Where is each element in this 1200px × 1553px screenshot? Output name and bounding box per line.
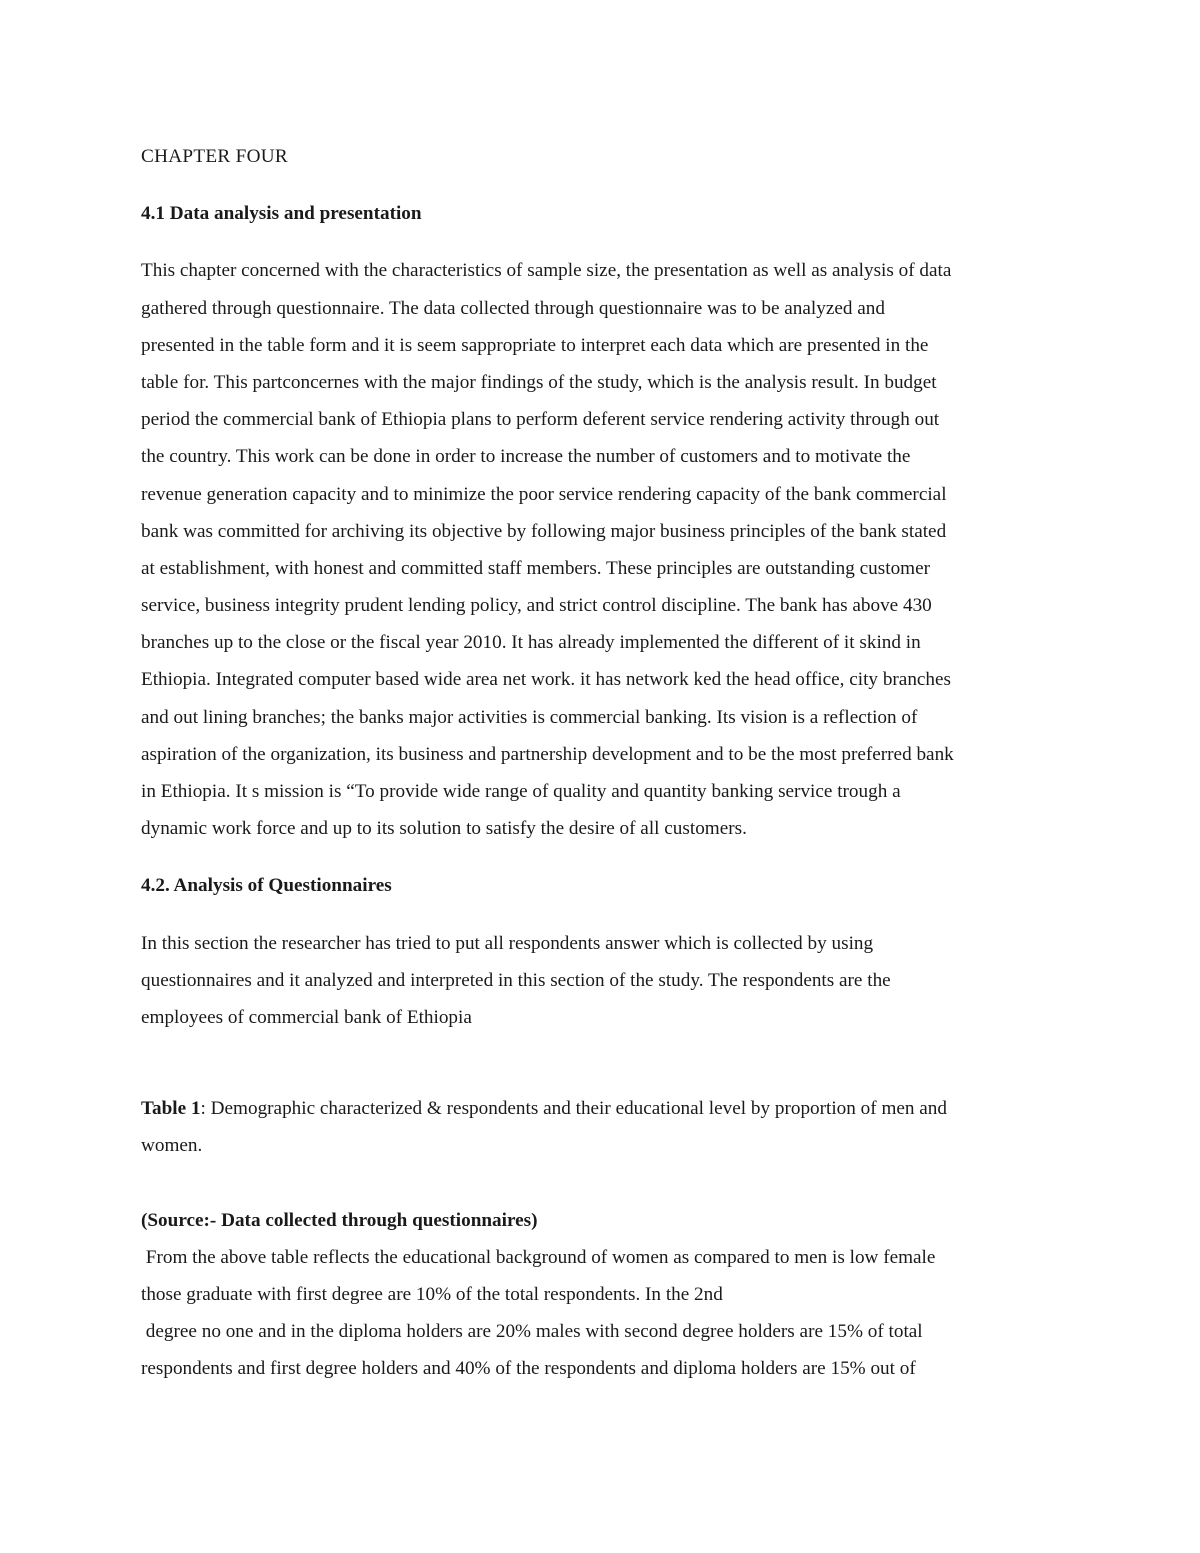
paragraph-line: Ethiopia. Integrated computer based wide area net work. it has network ked the head office, city branches <box>141 669 952 691</box>
section-heading-4-1: 4.1 Data analysis and presentation <box>141 203 422 225</box>
paragraph-line: service, business integrity prudent lending policy, and strict control discipline. The bank has above 430 <box>141 595 932 617</box>
section-4-2-paragraph <box>141 925 1061 1037</box>
paragraph-line: dynamic work force and up to its solution to satisfy the desire of all customers. <box>141 818 747 840</box>
paragraph-line: gathered through questionnaire. The data collected through questionnaire was to be analyzed and <box>141 297 885 319</box>
paragraph-line: period the commercial bank of Ethiopia plans to perform deferent service rendering activity through out <box>141 409 940 431</box>
section-4-1-paragraph <box>141 252 1061 847</box>
table-label: Table 1 <box>141 1098 201 1120</box>
paragraph-line: those graduate with first degree are 10% of the total respondents. In the 2nd <box>141 1283 723 1305</box>
paragraph-line: revenue generation capacity and to minimize the poor service rendering capacity of the bank commercial <box>141 483 947 505</box>
paragraph-line: employees of commercial bank of Ethiopia <box>141 1006 472 1028</box>
paragraph-line: at establishment, with honest and committed staff members. These principles are outstanding customer <box>141 557 930 579</box>
paragraph-line: degree no one and in the diploma holders are 20% males with second degree holders are 15% of total <box>141 1321 923 1343</box>
paragraph-line: questionnaires and it analyzed and interpreted in this section of the study. The respondents are the <box>141 969 891 991</box>
chapter-title: CHAPTER FOUR <box>141 146 289 167</box>
table-caption-text: : Demographic characterized & respondents and their educational level by proportion of men and <box>200 1098 947 1120</box>
paragraph-line: respondents and first degree holders and 40% of the respondents and diploma holders are 15% out of <box>141 1358 916 1380</box>
paragraph-line: bank was committed for archiving its objective by following major business principles of the bank stated <box>141 520 947 542</box>
paragraph-line: In this section the researcher has tried to put all respondents answer which is collected by using <box>141 932 874 954</box>
paragraph-line: aspiration of the organization, its business and partnership development and to be the most preferred bank <box>141 743 954 765</box>
paragraph-line: in Ethiopia. It s mission is “To provide wide range of quality and quantity banking service trough a <box>141 781 901 802</box>
paragraph-line: table for. This partconcernes with the major findings of the study, which is the analysis result. In budget <box>141 371 937 393</box>
section-heading-4-2: 4.2. Analysis of Questionnaires <box>141 875 392 897</box>
paragraph-line: branches up to the close or the fiscal year 2010. It has already implemented the different of it skind in <box>141 632 921 654</box>
interpretation-paragraph <box>141 1239 1061 1388</box>
paragraph-line: This chapter concerned with the characteristics of sample size, the presentation as well as analysis of data <box>141 260 952 282</box>
table-caption-text-cont: women. <box>141 1135 203 1157</box>
paragraph-line: and out lining branches; the banks major activities is commercial banking. Its vision is a reflection of <box>141 706 918 728</box>
document-page <box>141 138 1061 1387</box>
source-note: (Source:- Data collected through questionnaires) <box>141 1209 538 1231</box>
paragraph-line: presented in the table form and it is seem sappropriate to interpret each data which are presented in the <box>141 334 929 356</box>
paragraph-line: From the above table reflects the educational background of women as compared to men is low female <box>141 1246 936 1268</box>
table-caption <box>141 1090 1061 1164</box>
paragraph-line: the country. This work can be done in order to increase the number of customers and to motivate the <box>141 446 911 468</box>
